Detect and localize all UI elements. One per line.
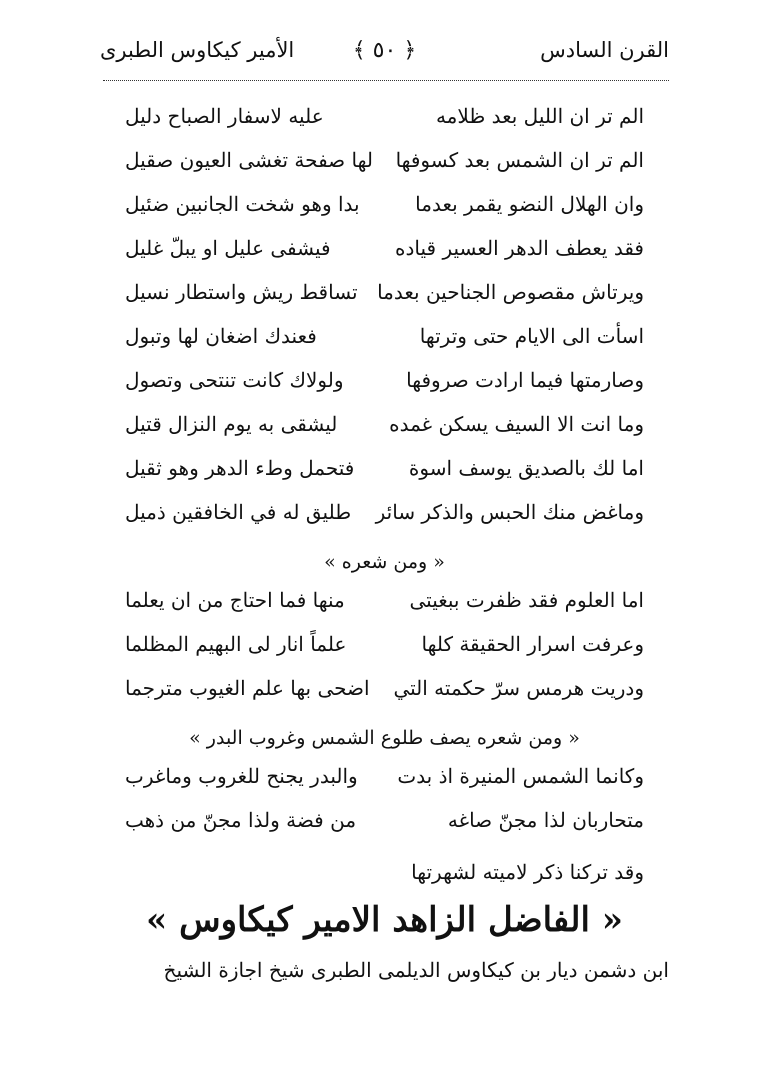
verse-line xyxy=(125,232,644,276)
verse-second-hemistich: طليق له في الخافقين ذميل xyxy=(125,500,352,524)
verse-second-hemistich: عليه لاسفار الصباح دليل xyxy=(125,104,324,128)
verse-second-hemistich: فيشفى عليل او يبلّ غليل xyxy=(125,236,331,260)
subheading-poem-3: « ومن شعره يصف طلوع الشمس وغروب البدر » xyxy=(189,727,580,749)
prose-line: وقد تركنا ذكر لاميته لشهرتها xyxy=(411,860,644,884)
verse-first-hemistich: الم تر ان الليل بعد ظلامه xyxy=(435,104,644,128)
header-name: الأمير كيكاوس الطبرى xyxy=(100,38,295,62)
verse-line xyxy=(125,584,644,628)
poem-body xyxy=(125,100,644,848)
verse-second-hemistich: فتحمل وطء الدهر وهو ثقيل xyxy=(125,456,355,480)
verse-line xyxy=(125,100,644,144)
section-title: « الفاضل الزاهد الامير كيكاوس » xyxy=(145,900,624,940)
verse-second-hemistich: اضحى بها علم الغيوب مترجما xyxy=(125,676,370,700)
verse-line xyxy=(125,804,644,848)
verse-line xyxy=(125,672,644,716)
verse-first-hemistich: اما العلوم فقد ظفرت ببغيتى xyxy=(409,588,644,612)
verse-first-hemistich: ودريت هرمس سرّ حكمته التي xyxy=(393,676,644,700)
verse-second-hemistich: تساقط ريش واستطار نسيل xyxy=(125,280,358,304)
verse-second-hemistich: فعندك اضغان لها وتبول xyxy=(125,324,317,348)
verse-first-hemistich: فقد يعطف الدهر العسير قياده xyxy=(395,236,644,260)
page-number: ﴿ ٥٠ ﴾ xyxy=(352,38,417,63)
verse-first-hemistich: الم تر ان الشمس بعد كسوفها xyxy=(395,148,644,172)
verse-second-hemistich: من فضة ولذا مجنّ من ذهب xyxy=(125,808,357,832)
verse-second-hemistich: منها فما احتاج من ان يعلما xyxy=(125,588,345,612)
verse-line xyxy=(125,364,644,408)
verse-first-hemistich: وصارمتها فيما ارادت صروفها xyxy=(406,368,644,392)
verse-second-hemistich: والبدر يجنح للغروب وماغرب xyxy=(125,764,358,788)
verse-line xyxy=(125,408,644,452)
verse-group-b xyxy=(125,584,644,716)
verse-line xyxy=(125,144,644,188)
verse-line xyxy=(125,760,644,804)
verse-first-hemistich: وما انت الا السيف يسكن غمده xyxy=(389,412,644,436)
verse-line xyxy=(125,276,644,320)
verse-second-hemistich: بدا وهو شخت الجانبين ضئيل xyxy=(125,192,360,216)
verse-first-hemistich: وان الهلال النضو يقمر بعدما xyxy=(415,192,644,216)
verse-second-hemistich: ليشقى به يوم النزال قتيل xyxy=(125,412,338,436)
verse-group-a xyxy=(125,100,644,540)
verse-first-hemistich: وعرفت اسرار الحقيقة كلها xyxy=(421,632,644,656)
subheading-poem-2: « ومن شعره » xyxy=(324,551,445,573)
biography-line: ابن دشمن ديار بن كيكاوس الديلمى الطبرى شيخ اجازة الشيخ xyxy=(163,958,669,982)
verse-line xyxy=(125,320,644,364)
verse-line xyxy=(125,188,644,232)
header-century: القرن السادس xyxy=(540,38,669,62)
verse-line xyxy=(125,452,644,496)
verse-line xyxy=(125,496,644,540)
verse-first-hemistich: اسأت الى الايام حتى وترتها xyxy=(419,324,644,348)
header-rule xyxy=(103,80,669,81)
running-header xyxy=(100,38,669,78)
verse-second-hemistich: ولولاك كانت تنتحى وتصول xyxy=(125,368,344,392)
verse-first-hemistich: ويرتاش مقصوص الجناحين بعدما xyxy=(377,280,644,304)
verse-second-hemistich: لها صفحة تغشى العيون صقيل xyxy=(125,148,373,172)
verse-first-hemistich: وماغض منك الحبس والذكر سائر xyxy=(375,500,644,524)
verse-first-hemistich: متحاربان لذا مجنّ صاغه xyxy=(447,808,644,832)
verse-second-hemistich: علماً انار لى البهيم المظلما xyxy=(125,632,347,656)
verse-group-c xyxy=(125,760,644,848)
verse-line xyxy=(125,628,644,672)
verse-first-hemistich: اما لك بالصديق يوسف اسوة xyxy=(408,456,644,480)
verse-first-hemistich: وكانما الشمس المنيرة اذ بدت xyxy=(397,764,644,788)
